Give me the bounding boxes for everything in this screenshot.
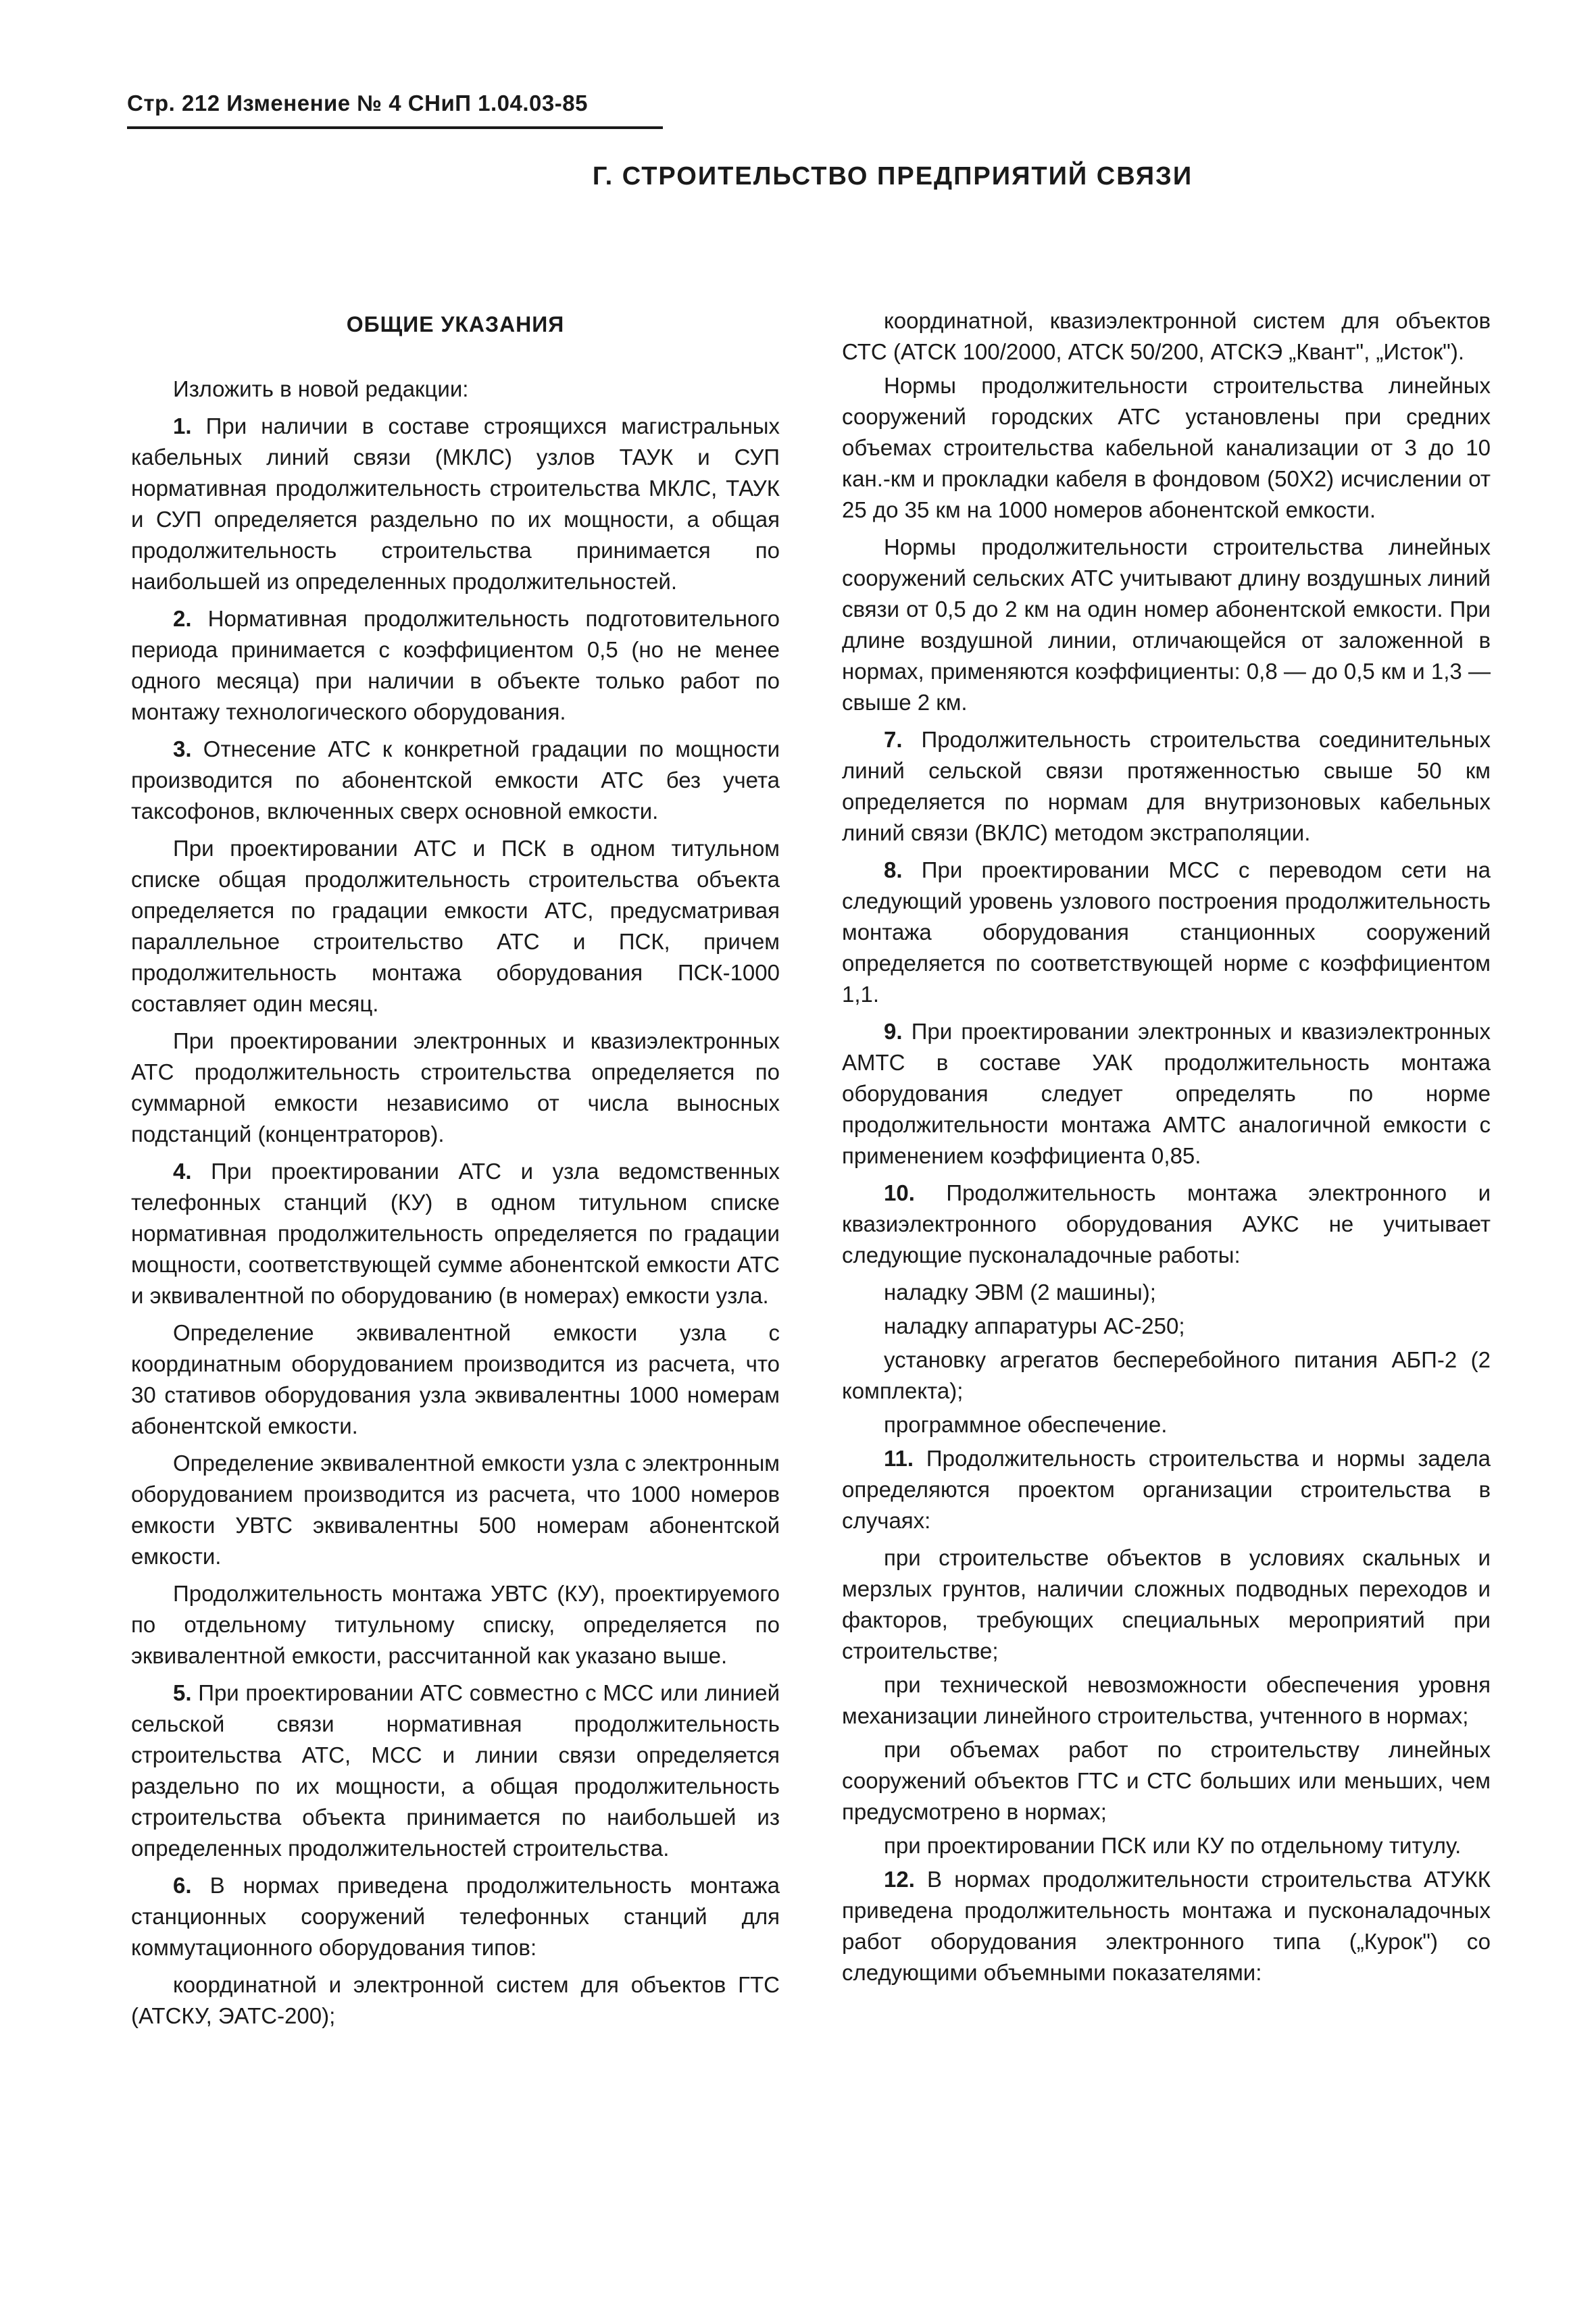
paragraph-text: В нормах продолжительности строительства АТУКК приведена продолжительность монтажа и пусконаладочных работ оборудования электронного типа („Курок") со следующими объемными показателями: [842,1867,1491,1985]
paragraph-number: 8. [884,857,903,882]
list-item: при проектировании ПСК или КУ по отдельному титулу. [884,1833,1462,1858]
list-item: установку агрегатов бесперебойного питания АБП-2 (2 комплекта); [842,1347,1491,1403]
list-item: координатной, квазиэлектронной систем для объектов СТС (АТСК 100/2000, АТСК 50/200, АТСКЭ „Квант", „Исток"). [842,308,1491,364]
paragraph-text: При проектировании АТС и узла ведомственных телефонных станций (КУ) в одном титульном списке нормативная продолжительность определяется по градации мощности, соответствующей сумме абонентской емкости АТС и эквивалентной по оборудованию (в номерах) емкости узла. [131,1159,780,1308]
paragraph-3b: При проектировании АТС и ПСК в одном титульном списке общая продолжительность строительства объекта определяется по градации емкости АТС, предусматривая параллельное строительство АТС и ПСК, причем продолжительность монтажа оборудования ПСК-1000 составляет один месяц. [131,836,780,1016]
paragraph-11 [842,1443,1491,1536]
paragraph-4 [131,1156,780,1311]
paragraph-2 [131,603,780,728]
paragraph-text: При проектировании электронных и квазиэлектронных АМТС в составе УАК продолжительность монтажа оборудования следует определять по норме продолжительности монтажа АМТС аналогичной емкости с применением коэффициента 0,85. [842,1019,1491,1168]
paragraph-3c: При проектировании электронных и квазиэлектронных АТС продолжительность строительства определяется по суммарной емкости независимо от числа выносных подстанций (концентраторов). [131,1028,780,1147]
list-item: наладку ЭВМ (2 машины); [884,1280,1156,1305]
paragraph-number: 12. [884,1867,915,1892]
paragraph-10 [842,1178,1491,1271]
paragraph-6d: Нормы продолжительности строительства линейных сооружений сельских АТС учитывают длину воздушных линий связи от 0,5 до 2 км на один номер абонентской емкости. При длине воздушной линии, отличающейся от заложенной в нормах, применяются коэффициенты: 0,8 — до 0,5 км и 1,3 — свыше 2 км. [842,534,1491,715]
subsection-title: ОБЩИЕ УКАЗАНИЯ [346,312,565,336]
list-item: программное обеспечение. [884,1412,1168,1437]
paragraph-text: Продолжительность монтажа электронного и квазиэлектронного оборудования АУКС не учитывает следующие пусконаладочные работы: [842,1180,1491,1267]
paragraph-6 [131,1870,780,1963]
paragraph-7 [842,724,1491,849]
paragraph-number: 1. [173,413,192,438]
paragraph-number: 3. [173,736,192,761]
paragraph-4d: Продолжительность монтажа УВТС (КУ), проектируемого по отдельному титульному списку, определяется по эквивалентной емкости, рассчитанной как указано выше. [131,1581,780,1668]
list-item: координатной и электронной систем для объектов ГТС (АТСКУ, ЭАТС-200); [131,1972,780,2028]
header-rule [127,126,663,129]
paragraph-text: При проектировании МСС с переводом сети на следующий уровень узлового построения продолжительность монтажа оборудования станционных сооружений определяется по соответствующей норме с коэффициентом 1,1. [842,857,1491,1007]
paragraph-12 [842,1864,1491,1988]
list-item: при технической невозможности обеспечения уровня механизации линейного строительства, учтенного в нормах; [842,1672,1491,1728]
paragraph-9 [842,1016,1491,1172]
right-column [842,305,1491,1994]
paragraph-text: Нормативная продолжительность подготовительного периода принимается с коэффициентом 0,5 (но не менее одного месяца) при наличии в объекте только работ по монтажу технологического оборудования. [131,606,780,724]
intro-text: Изложить в новой редакции: [173,376,469,401]
paragraph-number: 6. [173,1873,192,1898]
paragraph-number: 2. [173,606,192,631]
left-column [131,305,780,2034]
paragraph-text: Продолжительность строительства соединительных линий сельской связи протяженностью свыше 50 км определяется по нормам для внутризоновых кабельных линий связи (ВКЛС) методом экстраполяции. [842,727,1491,845]
section-title: Г. СТРОИТЕЛЬСТВО ПРЕДПРИЯТИЙ СВЯЗИ [592,162,1193,191]
paragraph-number: 7. [884,727,903,752]
paragraph-number: 4. [173,1159,192,1184]
paragraph-4c: Определение эквивалентной емкости узла с электронным оборудованием производится из расчета, что 1000 номеров емкости УВТС эквивалентны 500 номерам абонентской емкости. [131,1451,780,1569]
paragraph-text: При наличии в составе строящихся магистральных кабельных линий связи (МКЛС) узлов ТАУК и СУП нормативная продолжительность строительства МКЛС, ТАУК и СУП определяется раздельно по их мощности, а общая продолжительность строительства принимается по наибольшей из определенных продолжительностей. [131,413,780,594]
paragraph-number: 9. [884,1019,903,1044]
paragraph-6c: Нормы продолжительности строительства линейных сооружений городских АТС установлены при средних объемах строительства кабельной канализации от 3 до 10 кан.-км и прокладки кабеля в фондовом (50Х2) исчислении от 25 до 35 км на 1000 номеров абонентской емкости. [842,373,1491,522]
paragraph-1 [131,411,780,597]
list-item: наладку аппаратуры АС-250; [884,1313,1185,1338]
paragraph-8 [842,855,1491,1010]
list-item: при строительстве объектов в условиях скальных и мерзлых грунтов, наличии сложных подводных переходов и факторов, требующих специальных мероприятий при строительстве; [842,1545,1491,1663]
list-item: при объемах работ по строительству линейных сооружений объектов ГТС и СТС больших или меньших, чем предусмотрено в нормах; [842,1737,1491,1824]
page-header: Стр. 212 Изменение № 4 СНиП 1.04.03-85 [127,91,588,116]
paragraph-number: 5. [173,1680,192,1705]
paragraph-5 [131,1678,780,1864]
paragraph-3 [131,734,780,827]
paragraph-text: Продолжительность строительства и нормы задела определяются проектом организации строительства в случаях: [842,1446,1491,1533]
paragraph-text: При проектировании АТС совместно с МСС или линией сельской связи нормативная продолжительность строительства АТС, МСС и линии связи определяется раздельно по их мощности, а общая продолжительность строительства объекта принимается по наибольшей из определенных продолжительностей строительства. [131,1680,780,1861]
paragraph-text: Отнесение АТС к конкретной градации по мощности производится по абонентской емкости АТС без учета таксофонов, включенных сверх основной емкости. [131,736,780,824]
paragraph-number: 11. [884,1446,914,1471]
paragraph-number: 10. [884,1180,915,1205]
paragraph-text: В нормах приведена продолжительность монтажа станционных сооружений телефонных станций для коммутационного оборудования типов: [131,1873,780,1960]
paragraph-4b: Определение эквивалентной емкости узла с координатным оборудованием производится из расчета, что 30 стативов оборудования узла эквивалентны 1000 номерам абонентской емкости. [131,1320,780,1438]
